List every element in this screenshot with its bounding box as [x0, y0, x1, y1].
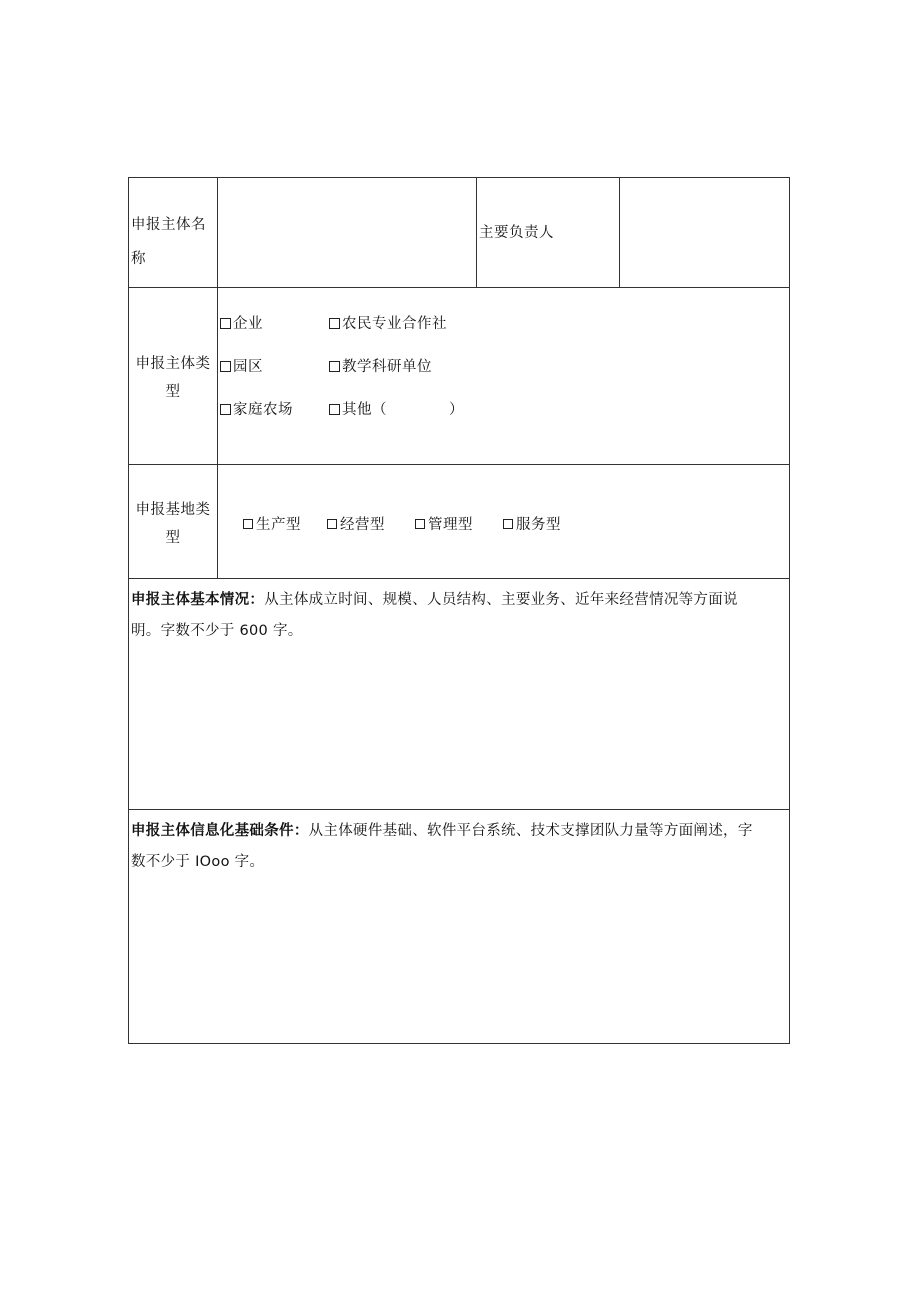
row-base-type — [129, 465, 789, 579]
option-research-unit[interactable]: 教学科研单位 — [329, 355, 432, 376]
applicant-type-label-line2: 型 — [165, 384, 181, 400]
option-family-farm[interactable]: 家庭农场 — [220, 398, 293, 419]
option-service[interactable]: 服务型 — [503, 513, 561, 534]
application-form-table — [128, 177, 790, 1044]
option-operation[interactable]: 经营型 — [327, 513, 385, 534]
applicant-type-label-line1: 申报主体类 — [135, 356, 211, 372]
applicant-name-label — [131, 208, 213, 276]
leader-field[interactable] — [620, 178, 789, 287]
it-conditions-title: 申报主体信息化基础条件 — [131, 823, 294, 839]
checkbox-icon[interactable] — [415, 519, 425, 529]
base-type-options — [218, 465, 789, 578]
base-type-label-cell — [129, 465, 218, 578]
option-management[interactable]: 管理型 — [415, 513, 473, 534]
base-type-label — [129, 496, 217, 552]
basic-situation-title: 申报主体基本情况 — [131, 592, 250, 608]
checkbox-icon[interactable] — [327, 519, 337, 529]
checkbox-icon[interactable] — [243, 519, 253, 529]
applicant-name-label-line1: 申报主体名 — [131, 217, 206, 233]
base-type-label-line1: 申报基地类 — [135, 502, 211, 518]
checkbox-icon[interactable] — [329, 404, 340, 415]
leader-label-cell — [477, 178, 620, 287]
checkbox-icon[interactable] — [220, 318, 231, 329]
option-other[interactable]: 其他（ ） — [329, 398, 464, 419]
row-basic-situation[interactable] — [129, 579, 789, 810]
base-type-label-line2: 型 — [165, 530, 181, 546]
basic-situation-instructions: 申报主体基本情况：从主体成立时间、规模、人员结构、主要业务、近年来经营情况等方面说 明。字数不少于 600 字。 — [131, 592, 738, 639]
checkbox-icon[interactable] — [503, 519, 513, 529]
applicant-type-options — [218, 288, 789, 464]
checkbox-icon[interactable] — [220, 404, 231, 415]
applicant-name-label-line2: 称 — [131, 251, 146, 267]
option-park[interactable]: 园区 — [220, 355, 263, 376]
option-enterprise[interactable]: 企业 — [220, 312, 263, 333]
checkbox-icon[interactable] — [329, 318, 340, 329]
option-production[interactable]: 生产型 — [243, 513, 301, 534]
row-applicant-name — [129, 178, 789, 288]
it-conditions-instructions: 申报主体信息化基础条件：从主体硬件基础、软件平台系统、技术支撑团队力量等方面阐述，字 数不少于 IOoo 字。 — [131, 823, 753, 870]
applicant-type-label-cell — [129, 288, 218, 464]
applicant-type-label — [129, 350, 217, 406]
row-applicant-type — [129, 288, 789, 465]
checkbox-icon[interactable] — [329, 361, 340, 372]
applicant-name-label-cell — [129, 178, 218, 287]
option-cooperative[interactable]: 农民专业合作社 — [329, 312, 447, 333]
leader-label: 主要负责人 — [479, 225, 554, 241]
row-it-conditions[interactable] — [129, 810, 789, 1043]
applicant-name-field[interactable] — [218, 178, 477, 287]
checkbox-icon[interactable] — [220, 361, 231, 372]
